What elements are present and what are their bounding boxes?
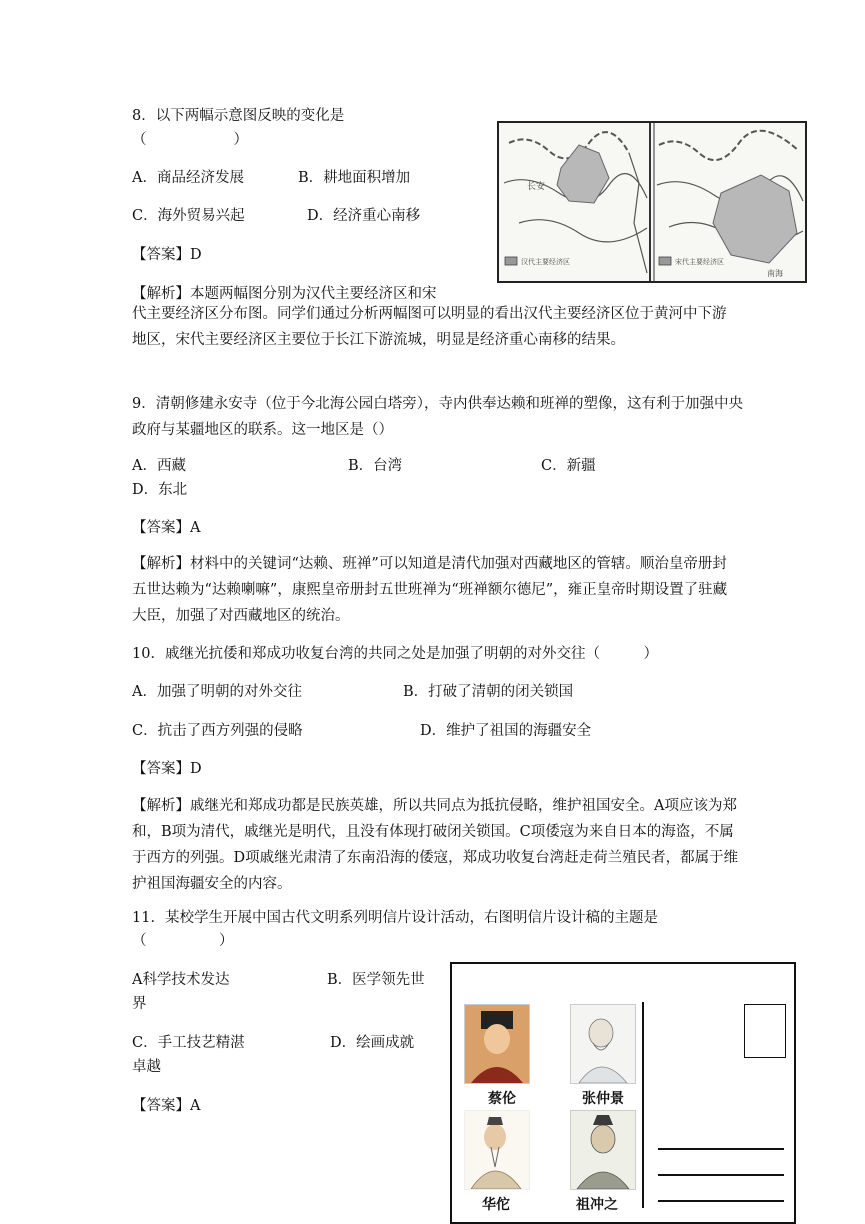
address-line xyxy=(658,1148,784,1150)
q8-answer-paren: （ ） xyxy=(132,132,248,148)
address-line xyxy=(658,1174,784,1176)
q9-option-b: B．台湾 xyxy=(348,458,403,474)
map-left-legend: 汉代主要经济区 xyxy=(521,258,570,266)
stamp-box xyxy=(744,1004,786,1058)
q10-option-d: D．维护了祖国的海疆安全 xyxy=(420,723,592,739)
q11-option-d-wrap: 卓越 xyxy=(132,1059,161,1075)
q8-analysis-first-line: 【解析】本题两幅图分别为汉代主要经济区和宋 xyxy=(132,286,437,302)
q10-option-a: A．加强了明朝的对外交往 xyxy=(132,684,302,700)
name-zu-chongzhi: 祖冲之 xyxy=(576,1197,618,1213)
economic-zone-map-figure xyxy=(497,121,807,283)
map-right-sea-label: 南海 xyxy=(767,269,783,278)
q8-stem: 8．以下两幅示意图反映的变化是 xyxy=(132,108,345,124)
q9-analysis: 【解析】材料中的关键词“达赖、班禅”可以知道是清代加强对西藏地区的管辖。顺治皇帝册封五世达赖为“达赖喇嘛”，康熙皇帝册封五世班禅为“班禅额尔德尼”，雍正皇帝时期设置了驻藏大臣，加强了对西藏地区的统治。 xyxy=(132,556,728,624)
address-line xyxy=(658,1200,784,1202)
q11-option-a: A科学技术发达 xyxy=(132,972,230,988)
q8-analysis: 代主要经济区分布图。同学们通过分析两幅图可以明显的看出汉代主要经济区位于黄河中下游地区，宋代主要经济区主要位于长江下游流城，明显是经济重心南移的结果。 xyxy=(132,306,727,348)
q9-option-a: A．西藏 xyxy=(132,458,186,474)
map-right-legend: 宋代主要经济区 xyxy=(675,258,724,266)
q11-option-b: B．医学领先世 xyxy=(327,972,425,988)
q8-option-a: A．商品经济发展 xyxy=(132,170,244,186)
postcard-divider xyxy=(642,1002,644,1208)
name-zhang-zhongjing: 张仲景 xyxy=(582,1091,624,1107)
q11-option-c: C．手工技艺精湛 xyxy=(132,1035,245,1051)
q8-option-d: D．经济重心南移 xyxy=(307,208,421,224)
q8-option-c: C．海外贸易兴起 xyxy=(132,208,245,224)
postcard-figure xyxy=(450,962,796,1224)
economic-zone-maps xyxy=(499,123,805,281)
q9-option-d: D．东北 xyxy=(132,482,188,498)
name-cai-lun: 蔡伦 xyxy=(488,1091,516,1107)
q10-option-c: C．抗击了西方列强的侵略 xyxy=(132,723,303,739)
q8-option-b: B．耕地面积增加 xyxy=(298,170,411,186)
portrait-cai-lun xyxy=(464,1004,530,1084)
q11-stem: 11．某校学生开展中国古代文明系列明信片设计活动，右图明信片设计稿的主题是 xyxy=(132,910,658,926)
q9-option-c: C．新疆 xyxy=(541,458,596,474)
portrait-zhang-zhongjing xyxy=(570,1004,636,1084)
q11-answer-paren: （ ） xyxy=(132,933,234,949)
q10-analysis: 【解析】戚继光和郑成功都是民族英雄，所以共同点为抵抗侵略，维护祖国安全。A项应该为郑和，B项为清代，戚继光是明代，且没有体现打破闭关锁国。C项倭寇为来自日本的海盗，不属于西方的列强。D项戚继光肃清了东南沿海的倭寇，郑成功收复台湾赶走荷兰殖民者，都属于维护祖国海疆安全的内容。 xyxy=(132,798,739,892)
q11-option-d: D．绘画成就 xyxy=(330,1035,415,1051)
map-left-city-label: 长安 xyxy=(527,182,546,192)
portrait-hua-tuo xyxy=(464,1110,530,1190)
q9-stem: 9．清朝修建永安寺（位于今北海公园白塔旁），寺内供奉达赖和班禅的塑像，这有利于加强中央政府与某疆地区的联系。这一地区是（） xyxy=(132,396,743,438)
q11-answer: 【答案】A xyxy=(132,1098,201,1114)
q10-stem: 10．戚继光抗倭和郑成功收复台湾的共同之处是加强了明朝的对外交往（ ） xyxy=(132,646,658,662)
name-hua-tuo: 华佗 xyxy=(482,1197,510,1213)
q10-option-b: B．打破了清朝的闭关锁国 xyxy=(403,684,574,700)
q11-option-b-wrap: 界 xyxy=(132,996,147,1012)
q9-answer: 【答案】A xyxy=(132,520,201,536)
q8-answer: 【答案】D xyxy=(132,247,202,263)
portrait-zu-chongzhi xyxy=(570,1110,636,1190)
q10-answer: 【答案】D xyxy=(132,761,202,777)
